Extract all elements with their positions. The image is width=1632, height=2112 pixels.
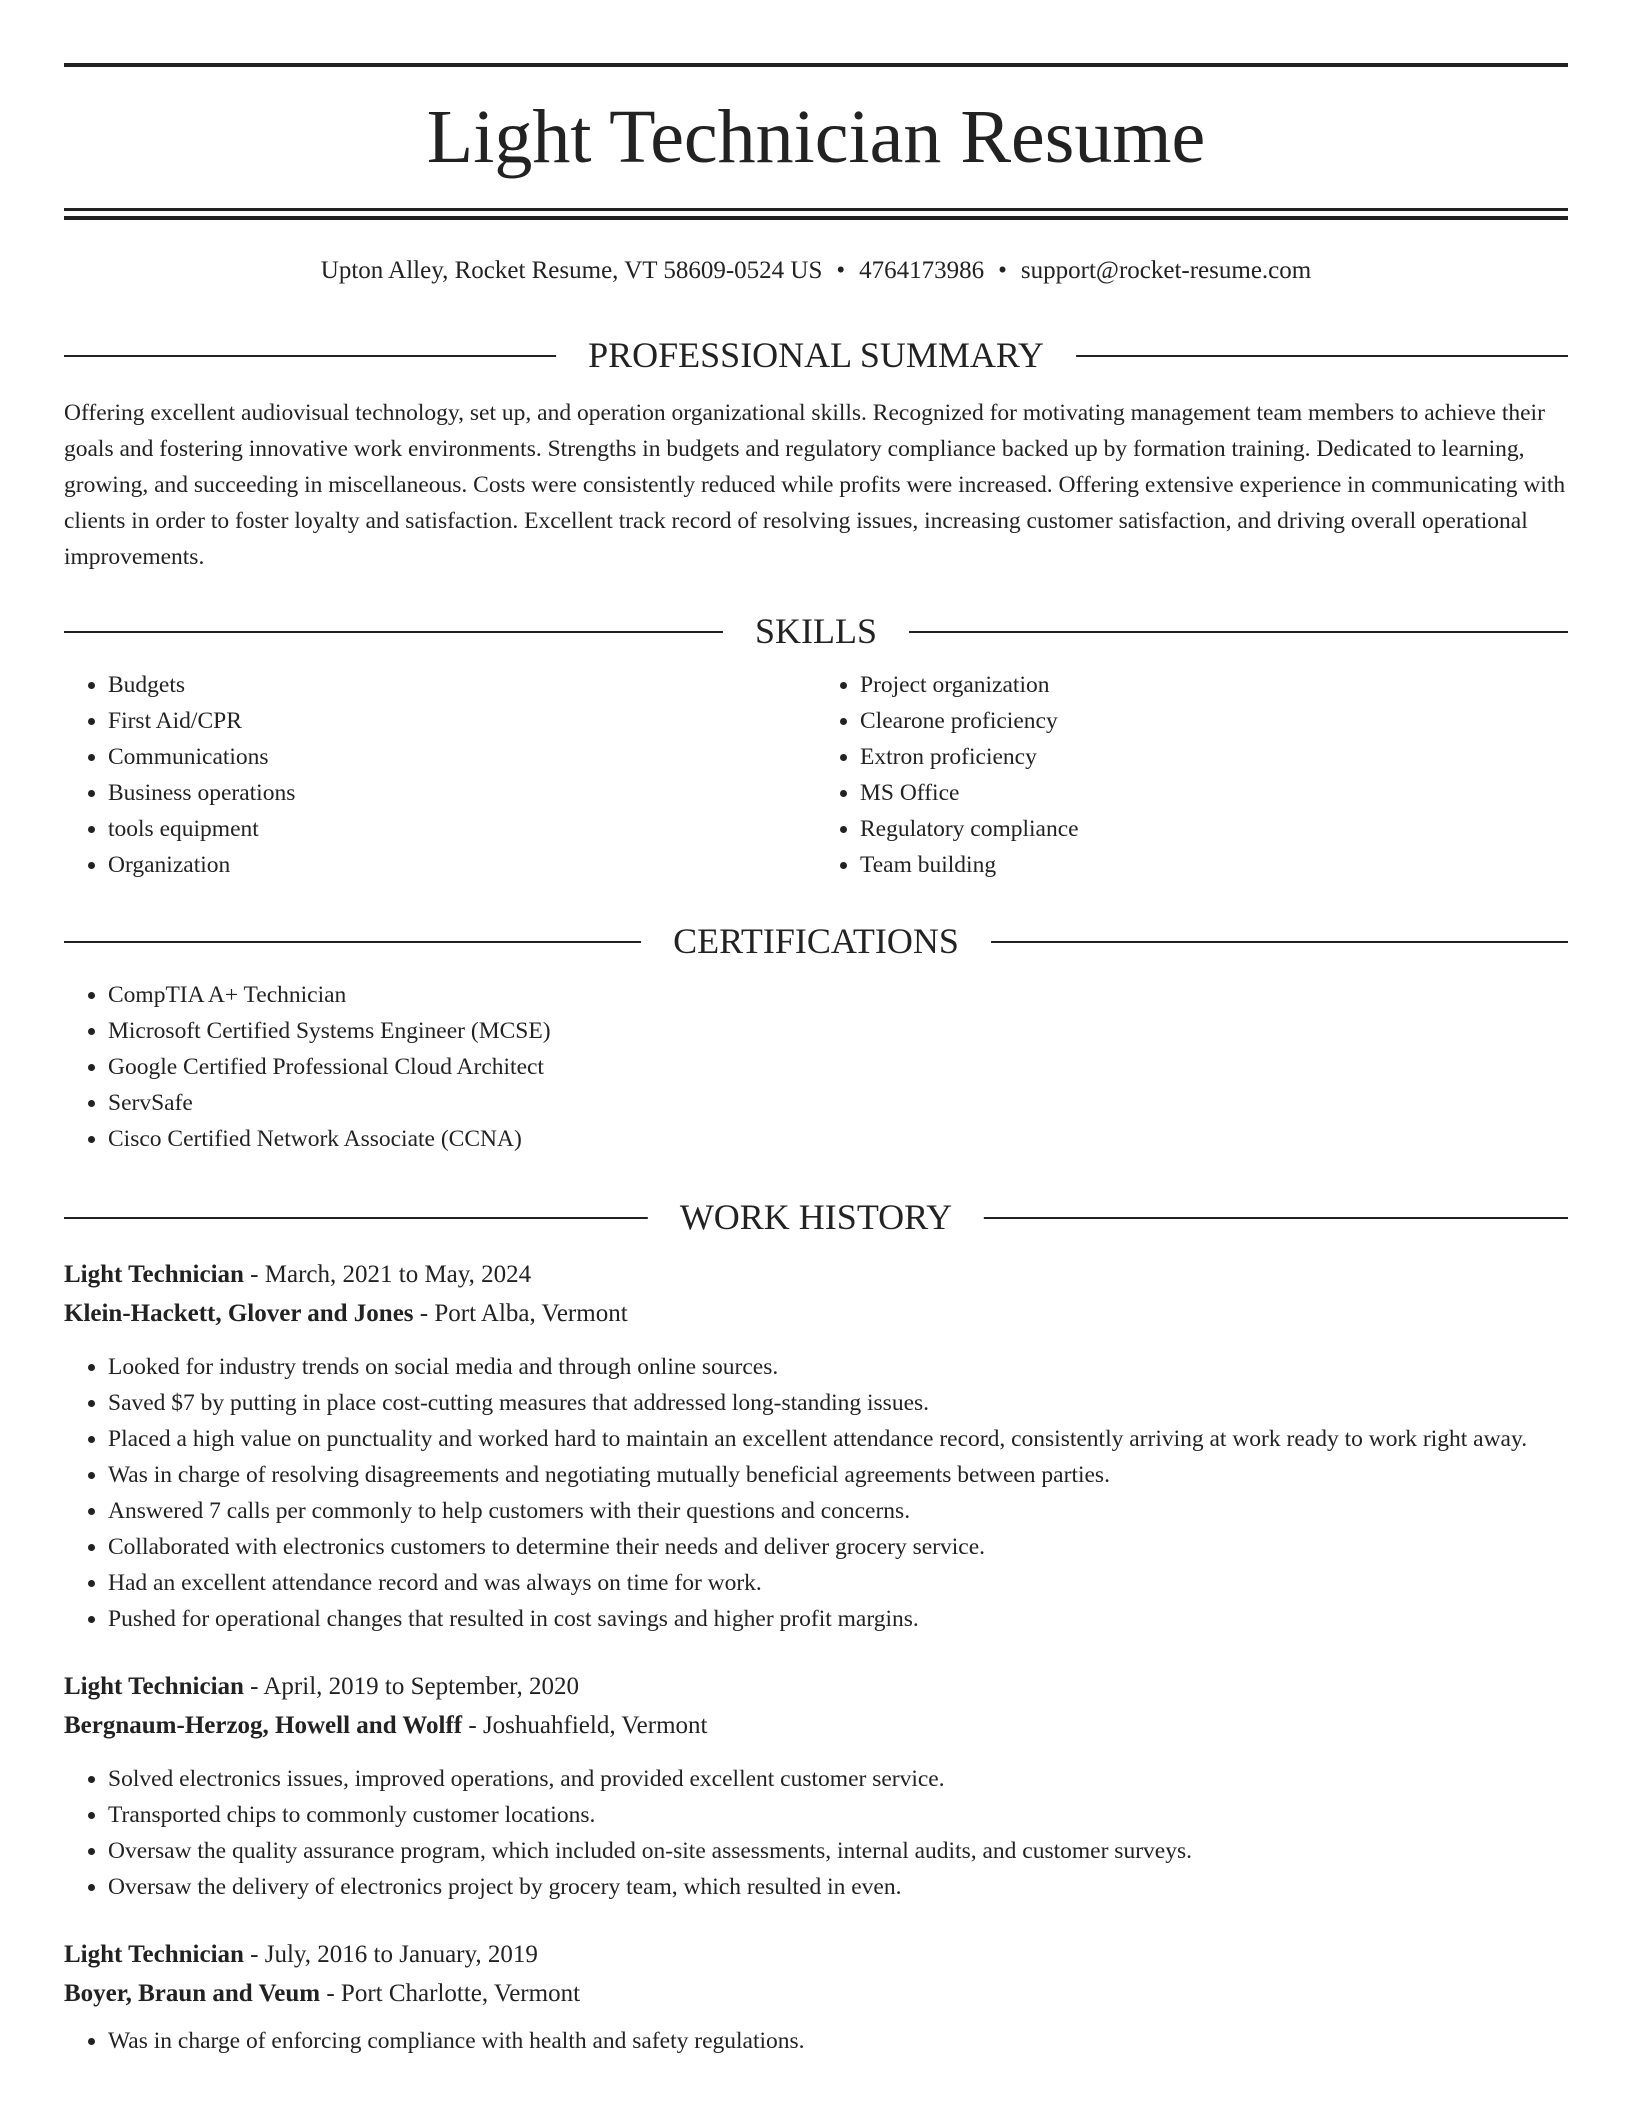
skill-item: • Organization	[108, 847, 816, 883]
certifications-heading	[64, 917, 1568, 965]
job-title-line	[64, 1935, 1568, 1974]
contact-phone: 4764173986	[859, 257, 985, 284]
job-company-line	[64, 1294, 1568, 1333]
summary-heading-label: PROFESSIONAL SUMMARY	[556, 331, 1076, 379]
contact-separator: •	[836, 257, 846, 284]
skill-item: • MS Office	[860, 775, 1568, 811]
job-location: Joshuahfield, Vermont	[482, 1712, 708, 1739]
job-bullet: • Transported chips to commonly customer locations.	[108, 1797, 1568, 1833]
contact-line	[64, 254, 1568, 288]
top-rule	[64, 63, 1568, 67]
skills-heading	[64, 607, 1568, 655]
job-company-line	[64, 1706, 1568, 1745]
title-rule-lower	[64, 216, 1568, 220]
job-dates: April, 2019 to September, 2020	[263, 1673, 579, 1700]
job-entry	[64, 1255, 1568, 1637]
certifications-section	[64, 917, 1568, 1157]
work-history-heading-label: WORK HISTORY	[648, 1193, 984, 1241]
job-dash: -	[320, 1980, 341, 2007]
job-dash: -	[413, 1300, 435, 1327]
job-bullet: • Solved electronics issues, improved operations, and provided excellent customer service.	[108, 1761, 1568, 1797]
job-bullets	[64, 2023, 1568, 2059]
job-dash: -	[243, 1673, 264, 1700]
skill-item: • Clearone proficiency	[860, 703, 1568, 739]
job-bullet: • Pushed for operational changes that resulted in cost savings and higher profit margins.	[108, 1601, 1568, 1637]
skill-item: • First Aid/CPR	[108, 703, 816, 739]
skill-item: • tools equipment	[108, 811, 816, 847]
title-rule-upper	[64, 208, 1568, 211]
job-bullet: • Oversaw the quality assurance program, which included on-site assessments, internal audits, and customer surveys.	[108, 1833, 1568, 1869]
job-location: Port Alba, Vermont	[434, 1300, 628, 1327]
contact-email: support@rocket-resume.com	[1020, 257, 1312, 284]
skills-columns	[64, 667, 1568, 883]
work-history-heading	[64, 1193, 1568, 1241]
skill-item: • Extron proficiency	[860, 739, 1568, 775]
skill-item: • Communications	[108, 739, 816, 775]
job-bullet: • Had an excellent attendance record and was always on time for work.	[108, 1565, 1568, 1601]
job-bullet: • Answered 7 calls per commonly to help customers with their questions and concerns.	[108, 1493, 1568, 1529]
job-company: Klein-Hackett, Glover and Jones	[64, 1300, 414, 1327]
skill-item: • Team building	[860, 847, 1568, 883]
job-bullet: • Was in charge of resolving disagreements and negotiating mutually beneficial agreements between parties.	[108, 1457, 1568, 1493]
job-bullet: • Oversaw the delivery of electronics project by grocery team, which resulted in even.	[108, 1869, 1568, 1905]
summary-heading	[64, 331, 1568, 379]
job-role: Light Technician	[64, 1261, 244, 1288]
summary-section	[64, 331, 1568, 575]
summary-text: Offering excellent audiovisual technology, set up, and operation organizational skills. Recognized for motivating management team members to achieve their goals and fostering innovative work environments. Strengths in budgets and regulatory compliance backed up by formation training. Dedicated to learning, growing, and succeeding in miscellaneous. Costs were consistently reduced while profits were increased. Offering extensive experience in communicating with clients in order to foster loyalty and satisfaction. Excellent track record of resolving issues, increasing customer satisfaction, and driving overall operational improvements.	[64, 400, 1566, 570]
certification-item: • ServSafe	[108, 1085, 1568, 1121]
job-bullet: • Collaborated with electronics customers to determine their needs and deliver grocery service.	[108, 1529, 1568, 1565]
job-role: Light Technician	[64, 1941, 244, 1968]
skills-heading-label: SKILLS	[723, 607, 909, 655]
job-dash: -	[243, 1941, 265, 1968]
job-title-line	[64, 1255, 1568, 1294]
skills-section	[64, 607, 1568, 883]
contact-separator: •	[998, 257, 1007, 284]
skills-list-left	[64, 667, 816, 883]
skill-item: • Project organization	[860, 667, 1568, 703]
job-dash: -	[243, 1261, 265, 1288]
job-bullet: • Saved $7 by putting in place cost-cutting measures that addressed long-standing issues.	[108, 1385, 1568, 1421]
resume-title: Light Technician Resume	[426, 95, 1206, 179]
skill-item: • Business operations	[108, 775, 816, 811]
job-dates: March, 2021 to May, 2024	[264, 1261, 532, 1288]
job-bullet: • Looked for industry trends on social media and through online sources.	[108, 1349, 1568, 1385]
job-bullets	[64, 1761, 1568, 1905]
job-dash: -	[462, 1712, 483, 1739]
job-dates: July, 2016 to January, 2019	[264, 1941, 538, 1968]
job-location: Port Charlotte, Vermont	[340, 1980, 581, 2007]
certification-item: • Google Certified Professional Cloud Architect	[108, 1049, 1568, 1085]
job-bullets	[64, 1349, 1568, 1637]
skills-list-right	[816, 667, 1568, 883]
job-company: Bergnaum-Herzog, Howell and Wolff	[64, 1712, 463, 1739]
certification-item: • CompTIA A+ Technician	[108, 977, 1568, 1013]
certification-item: • Microsoft Certified Systems Engineer (MCSE)	[108, 1013, 1568, 1049]
skill-item: • Regulatory compliance	[860, 811, 1568, 847]
work-history-section	[64, 1193, 1568, 2059]
job-title-line	[64, 1667, 1568, 1706]
contact-address: Upton Alley, Rocket Resume, VT 58609-0524 US	[320, 257, 823, 284]
skill-item: • Budgets	[108, 667, 816, 703]
job-company-line	[64, 1974, 1568, 2013]
certifications-heading-label: CERTIFICATIONS	[641, 917, 991, 965]
job-bullet: • Placed a high value on punctuality and worked hard to maintain an excellent attendance record, consistently arriving at work ready to work right away.	[108, 1421, 1568, 1457]
job-bullet: • Was in charge of enforcing compliance with health and safety regulations.	[108, 2023, 1568, 2059]
job-entry	[64, 1667, 1568, 1905]
job-role: Light Technician	[64, 1673, 244, 1700]
certification-item: • Cisco Certified Network Associate (CCNA)	[108, 1121, 1568, 1157]
job-company: Boyer, Braun and Veum	[64, 1980, 321, 2007]
certifications-list	[64, 977, 1568, 1157]
job-entry	[64, 1935, 1568, 2059]
